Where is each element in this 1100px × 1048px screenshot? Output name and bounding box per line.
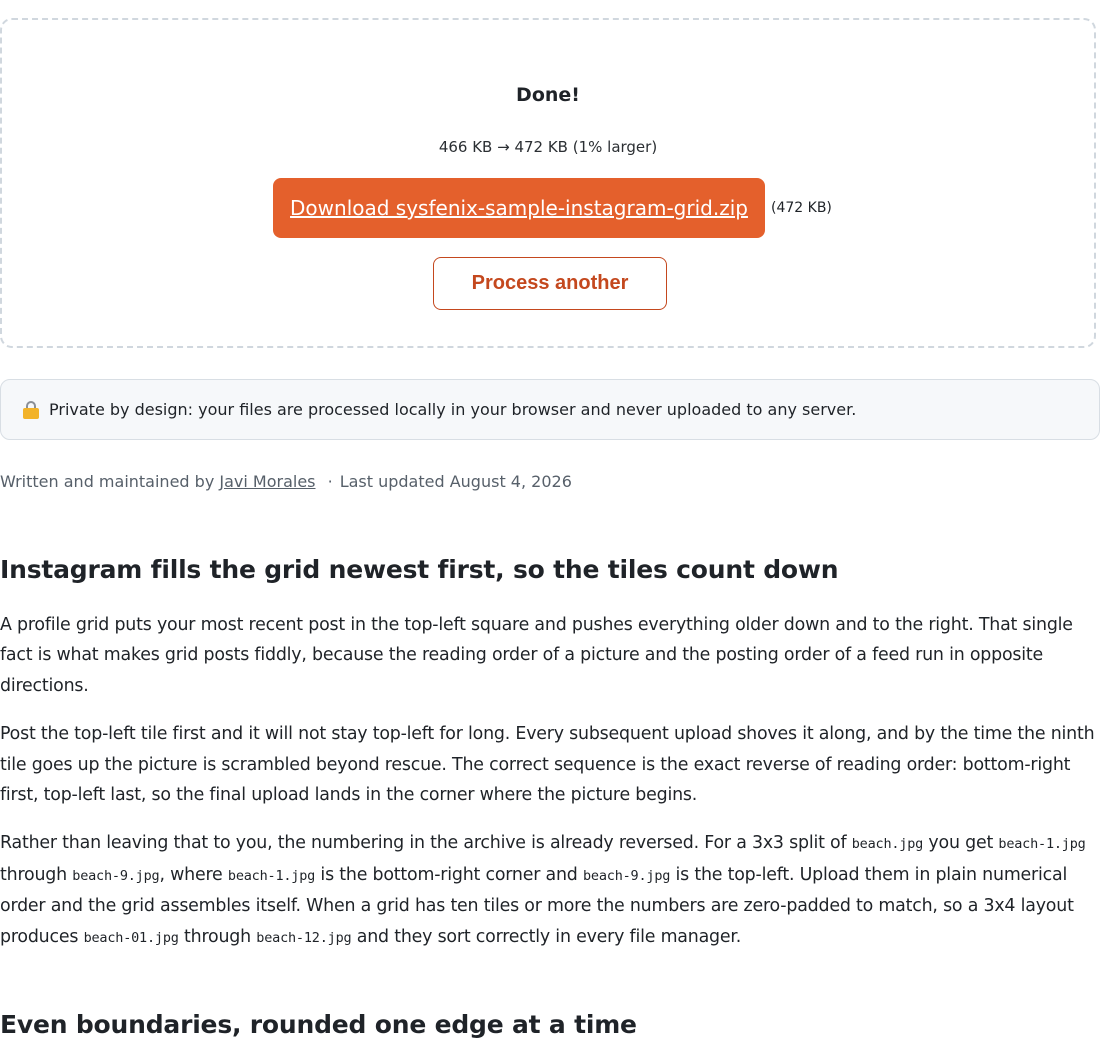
filename-code: beach-1.jpg xyxy=(227,867,316,884)
filename-code: beach.jpg xyxy=(851,836,924,853)
privacy-text: Private by design: your files are processed locally in your browser and never uploaded to any server. xyxy=(49,400,857,419)
filename-code: beach-12.jpg xyxy=(256,929,352,946)
download-row xyxy=(273,178,832,238)
lock-icon xyxy=(23,401,39,419)
filename-code: beach-1.jpg xyxy=(998,836,1086,853)
done-title: Done! xyxy=(516,84,580,106)
paragraph: Rather than leaving that to you, the numbering in the archive is already reversed. For a 3x3 split of beach.jpg you get beach-1.jpg through beach-9.jpg, where beach-1.jpg is the bottom-right corner and beach-9.jpg is the top-left. Upload them in plain numerical order and the grid assembles itself. When a grid has ten tiles or more the numbers are zero-padded to match, so a 3x4 layout produces beach-01.jpg through beach-12.jpg and they sort correctly in every file manager. xyxy=(0,833,1086,947)
process-another-button[interactable]: Process another xyxy=(433,257,667,310)
byline xyxy=(0,472,572,491)
privacy-notice xyxy=(0,379,1100,440)
section-heading: Instagram fills the grid newest first, so the tiles count down xyxy=(0,555,839,584)
paragraph: A profile grid puts your most recent post in the top-left square and pushes everything older down and to the right. That single fact is what makes grid posts fiddly, because the reading order of a picture and the posting order of a feed run in opposite directions. xyxy=(0,615,1073,696)
filename-code: beach-9.jpg xyxy=(582,867,671,884)
article xyxy=(0,552,1100,1048)
section-heading: Even boundaries, rounded one edge at a time xyxy=(0,1010,637,1040)
download-button[interactable]: Download sysfenix-sample-instagram-grid.zip xyxy=(273,178,765,238)
result-panel xyxy=(0,18,1096,348)
filename-code: beach-01.jpg xyxy=(83,929,179,946)
byline-separator: · xyxy=(327,472,333,491)
paragraph: Post the top-left tile first and it will not stay top-left for long. Every subsequent upload shoves it along, and by the time the ninth tile goes up the picture is scrambled beyond rescue. The correct sequence is the exact reverse of reading order: bottom-right first, top-left last, so the final upload lands in the corner where the picture begins. xyxy=(0,724,1095,806)
filename-code: beach-9.jpg xyxy=(72,867,160,884)
download-size: (472 KB) xyxy=(771,200,832,216)
last-updated: Last updated August 4, 2026 xyxy=(339,472,572,491)
author-link[interactable]: Javi Morales xyxy=(219,472,316,491)
byline-prefix: Written and maintained by xyxy=(0,472,215,491)
size-summary: 466 KB → 472 KB (1% larger) xyxy=(438,138,658,156)
